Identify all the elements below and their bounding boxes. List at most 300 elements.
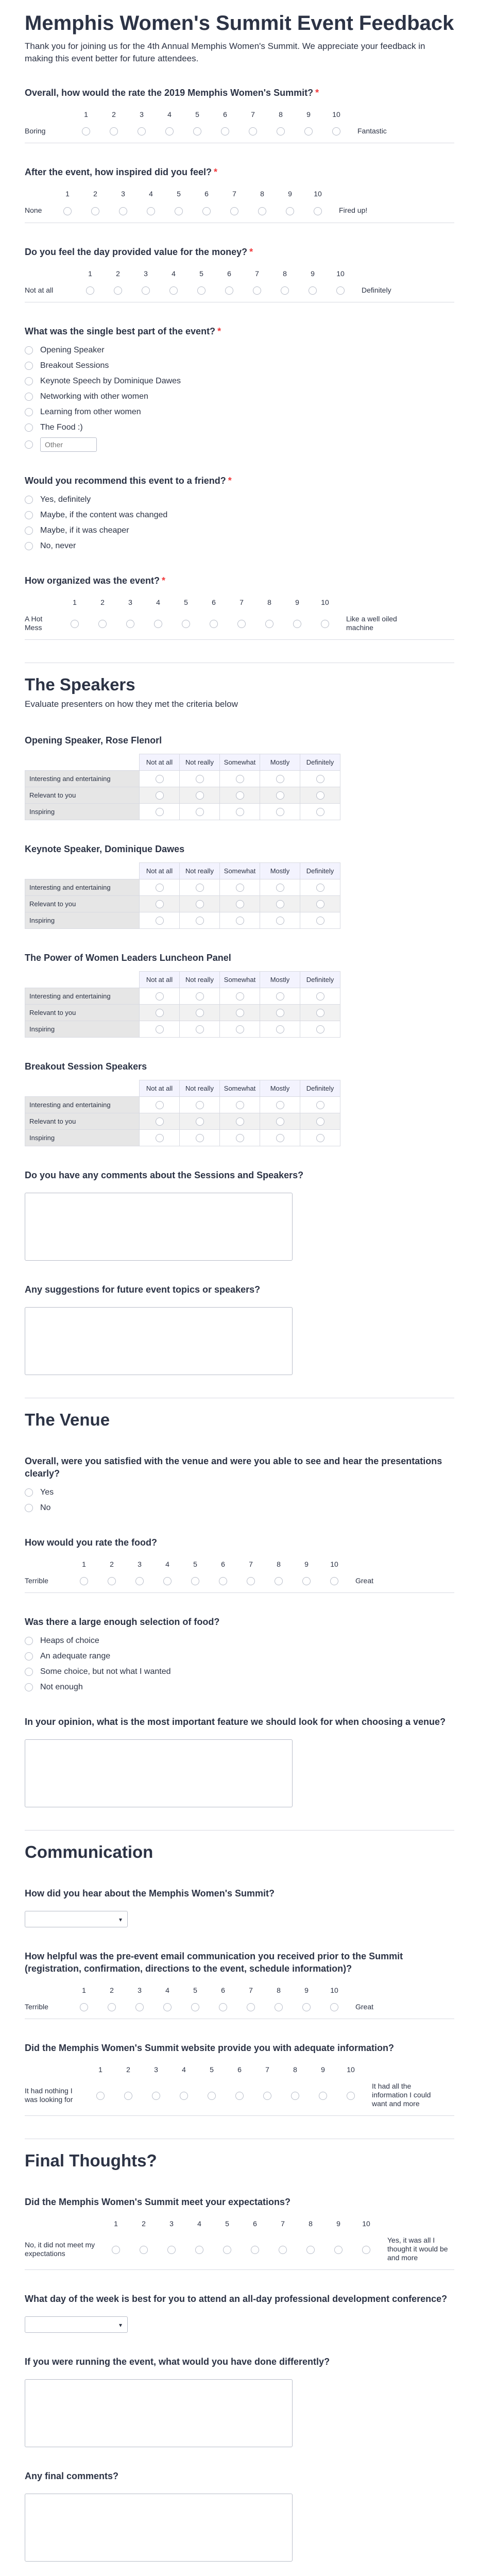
radio-option[interactable] bbox=[25, 422, 454, 433]
radio-option[interactable] bbox=[25, 1502, 454, 1514]
scale-radio[interactable] bbox=[91, 207, 99, 215]
matrix-radio[interactable] bbox=[156, 808, 164, 816]
matrix-header-row bbox=[25, 862, 340, 879]
scale-radio[interactable] bbox=[163, 2003, 172, 2011]
radio-button[interactable] bbox=[25, 527, 33, 535]
matrix-cell bbox=[180, 912, 220, 928]
required-mark: * bbox=[315, 88, 319, 98]
radio-button[interactable] bbox=[25, 408, 33, 416]
matrix-radio[interactable] bbox=[156, 1117, 164, 1126]
matrix-radio[interactable] bbox=[316, 884, 324, 892]
matrix-cell bbox=[180, 770, 220, 787]
scale-option bbox=[293, 2003, 320, 2011]
question-expectations bbox=[25, 2196, 454, 2270]
scale-radio[interactable] bbox=[108, 1577, 116, 1585]
required-mark: * bbox=[228, 475, 232, 486]
section-title: The Speakers bbox=[25, 663, 454, 695]
radio-option[interactable] bbox=[25, 1666, 454, 1677]
question-label: How helpful was the pre-event email communication you received prior to the Summit (registration, confirmation, directions to the event, schedule information)? bbox=[25, 1951, 403, 1974]
matrix-row-label: Interesting and entertaining bbox=[25, 988, 140, 1004]
question-recommend bbox=[25, 474, 454, 552]
matrix-radio[interactable] bbox=[196, 775, 204, 783]
scale-radio[interactable] bbox=[110, 127, 118, 135]
scale-numbers bbox=[25, 1986, 454, 1994]
matrix-column-header: Not really bbox=[180, 971, 220, 988]
venue-feature-textarea[interactable] bbox=[25, 1739, 293, 1807]
scale-option bbox=[295, 127, 322, 135]
question-overall-rating bbox=[25, 87, 454, 143]
radio-option[interactable] bbox=[25, 1487, 454, 1498]
scale-number: 1 bbox=[73, 598, 77, 606]
scale-radio[interactable] bbox=[191, 1577, 199, 1585]
matrix-row bbox=[25, 1021, 340, 1037]
matrix-radio[interactable] bbox=[276, 1009, 284, 1017]
radio-option-label: Maybe, if the content was changed bbox=[40, 510, 168, 519]
scale-number: 10 bbox=[321, 598, 329, 606]
scale-radios bbox=[25, 2082, 454, 2108]
matrix-radio[interactable] bbox=[276, 791, 284, 800]
scale-radio[interactable] bbox=[154, 620, 162, 628]
scale-option bbox=[165, 206, 193, 215]
scale-number: 5 bbox=[177, 190, 181, 198]
matrix-radio[interactable] bbox=[276, 900, 284, 908]
final-comments-textarea[interactable] bbox=[25, 2494, 293, 2562]
matrix-cell bbox=[260, 770, 300, 787]
scale-radio[interactable] bbox=[119, 207, 127, 215]
scale-radio[interactable] bbox=[347, 2092, 355, 2100]
matrix-radio[interactable] bbox=[236, 808, 244, 816]
scale-radio[interactable] bbox=[309, 286, 317, 295]
scale-radio[interactable] bbox=[321, 620, 329, 628]
best-day-dropdown[interactable] bbox=[25, 2316, 128, 2333]
question-food-rating bbox=[25, 1536, 454, 1593]
matrix-radio[interactable] bbox=[156, 1025, 164, 1033]
scale-radio[interactable] bbox=[208, 2092, 216, 2100]
question-label: The Power of Women Leaders Luncheon Panel bbox=[25, 952, 231, 963]
scale-radio[interactable] bbox=[182, 620, 190, 628]
matrix-cell bbox=[180, 1129, 220, 1146]
matrix-radio[interactable] bbox=[236, 1025, 244, 1033]
scale-option bbox=[98, 1577, 126, 1585]
matrix-radio[interactable] bbox=[316, 1134, 324, 1142]
matrix-radio[interactable] bbox=[316, 900, 324, 908]
radio-button[interactable] bbox=[25, 1504, 33, 1512]
matrix-radio[interactable] bbox=[276, 917, 284, 925]
scale-numbers bbox=[25, 2065, 454, 2074]
matrix-radio[interactable] bbox=[196, 791, 204, 800]
scale-radio[interactable] bbox=[237, 620, 246, 628]
matrix-radio[interactable] bbox=[196, 884, 204, 892]
question-label: Opening Speaker, Rose Flenorl bbox=[25, 735, 162, 745]
scale-radio[interactable] bbox=[302, 2003, 311, 2011]
scale-radio[interactable] bbox=[135, 2003, 144, 2011]
question-hear-about bbox=[25, 1887, 454, 1927]
scale-radio[interactable] bbox=[291, 2092, 299, 2100]
radio-option[interactable] bbox=[25, 360, 454, 371]
scale-radio[interactable] bbox=[138, 127, 146, 135]
required-mark: * bbox=[162, 575, 166, 586]
matrix-radio[interactable] bbox=[196, 917, 204, 925]
scale-radio[interactable] bbox=[330, 1577, 338, 1585]
radio-option-label: Networking with other women bbox=[40, 392, 148, 401]
scale-radio[interactable] bbox=[114, 286, 122, 295]
required-mark: * bbox=[214, 167, 218, 178]
scale-radio[interactable] bbox=[219, 2003, 227, 2011]
scale-radio[interactable] bbox=[108, 2003, 116, 2011]
scale-option bbox=[160, 286, 187, 295]
matrix-radio[interactable] bbox=[156, 791, 164, 800]
scale-option bbox=[126, 1577, 153, 1585]
scale-number: 4 bbox=[156, 598, 160, 606]
scale-option bbox=[320, 2003, 348, 2011]
matrix-radio[interactable] bbox=[316, 775, 324, 783]
scale-food bbox=[25, 1560, 454, 1593]
matrix-radio[interactable] bbox=[316, 791, 324, 800]
radio-button[interactable] bbox=[25, 393, 33, 401]
matrix-cell bbox=[300, 1021, 340, 1037]
radio-button[interactable] bbox=[25, 423, 33, 432]
matrix-radio[interactable] bbox=[236, 1134, 244, 1142]
scale-option bbox=[104, 286, 132, 295]
radio-option[interactable] bbox=[25, 391, 454, 402]
scale-number: 8 bbox=[277, 1986, 281, 1995]
matrix-radio[interactable] bbox=[156, 1009, 164, 1017]
scale-radio[interactable] bbox=[180, 2092, 188, 2100]
radio-option[interactable] bbox=[25, 376, 454, 387]
question-label: How would you rate the food? bbox=[25, 1537, 157, 1548]
radio-option[interactable] bbox=[25, 494, 454, 505]
radio-option-label: Yes, definitely bbox=[40, 495, 91, 504]
scale-option bbox=[237, 2003, 265, 2011]
matrix-radio[interactable] bbox=[236, 1117, 244, 1126]
hear-about-dropdown[interactable] bbox=[25, 1911, 128, 1927]
matrix-radio[interactable] bbox=[196, 900, 204, 908]
scale-option bbox=[239, 127, 267, 135]
radio-button[interactable] bbox=[25, 1683, 33, 1691]
matrix-radio[interactable] bbox=[156, 900, 164, 908]
scale-radio[interactable] bbox=[202, 207, 211, 215]
scale-radio[interactable] bbox=[197, 286, 206, 295]
scale-radio[interactable] bbox=[112, 2246, 120, 2254]
matrix-radio[interactable] bbox=[156, 775, 164, 783]
matrix-cell bbox=[220, 1021, 260, 1037]
question-speaker-matrix bbox=[25, 734, 454, 820]
scale-radio[interactable] bbox=[126, 620, 134, 628]
scale-radio[interactable] bbox=[336, 286, 345, 295]
scale-radio[interactable] bbox=[251, 2246, 259, 2254]
scale-left-label: Terrible bbox=[25, 2003, 48, 2011]
scale-option bbox=[324, 2245, 352, 2253]
matrix-cell bbox=[140, 1096, 180, 1113]
scale-radio[interactable] bbox=[169, 286, 178, 295]
scale-number: 3 bbox=[144, 269, 148, 278]
matrix-radio[interactable] bbox=[236, 775, 244, 783]
scale-radio[interactable] bbox=[163, 1577, 172, 1585]
matrix-radio[interactable] bbox=[316, 917, 324, 925]
matrix-column-header: Not at all bbox=[140, 754, 180, 770]
scale-radio[interactable] bbox=[362, 2246, 370, 2254]
matrix-column-header: Not at all bbox=[140, 862, 180, 879]
scale-option bbox=[220, 206, 248, 215]
scale-radio[interactable] bbox=[165, 127, 174, 135]
scale-radio[interactable] bbox=[221, 127, 229, 135]
scale-radio[interactable] bbox=[277, 127, 285, 135]
matrix-row bbox=[25, 988, 340, 1004]
matrix-radio[interactable] bbox=[196, 1009, 204, 1017]
matrix-radio[interactable] bbox=[316, 992, 324, 1001]
matrix-column-header: Mostly bbox=[260, 971, 300, 988]
radio-button[interactable] bbox=[25, 1668, 33, 1676]
scale-number: 6 bbox=[227, 269, 231, 278]
matrix-header-row bbox=[25, 1080, 340, 1096]
option-other[interactable] bbox=[25, 437, 454, 452]
radio-button[interactable] bbox=[25, 362, 33, 370]
radio-option[interactable] bbox=[25, 510, 454, 521]
matrix-radio[interactable] bbox=[236, 1009, 244, 1017]
matrix-radio[interactable] bbox=[316, 808, 324, 816]
matrix-radio[interactable] bbox=[196, 1117, 204, 1126]
speaker-matrices bbox=[25, 734, 454, 1146]
scale-option bbox=[215, 286, 243, 295]
scale-radio[interactable] bbox=[319, 2092, 327, 2100]
scale-option bbox=[243, 286, 271, 295]
matrix-radio[interactable] bbox=[156, 1134, 164, 1142]
scale-radio[interactable] bbox=[247, 1577, 255, 1585]
matrix-cell bbox=[140, 1004, 180, 1021]
scale-radio[interactable] bbox=[314, 207, 322, 215]
matrix-radio[interactable] bbox=[276, 992, 284, 1001]
scale-radio[interactable] bbox=[265, 620, 273, 628]
matrix-radio[interactable] bbox=[236, 917, 244, 925]
scale-radio[interactable] bbox=[80, 1577, 88, 1585]
other-input[interactable] bbox=[40, 437, 97, 452]
scale-radio[interactable] bbox=[302, 1577, 311, 1585]
scale-radio[interactable] bbox=[80, 2003, 88, 2011]
scale-number: 7 bbox=[249, 1560, 253, 1568]
matrix-cell bbox=[300, 1129, 340, 1146]
scale-radio[interactable] bbox=[71, 620, 79, 628]
scale-radio[interactable] bbox=[332, 127, 340, 135]
matrix-radio[interactable] bbox=[196, 808, 204, 816]
matrix-cell bbox=[300, 803, 340, 820]
scale-radio[interactable] bbox=[253, 286, 261, 295]
scale-radio[interactable] bbox=[263, 2092, 271, 2100]
scale-option bbox=[209, 2003, 237, 2011]
matrix-cell bbox=[140, 912, 180, 928]
scale-radio[interactable] bbox=[304, 127, 313, 135]
scale-radio[interactable] bbox=[334, 2246, 343, 2254]
question-label: Overall, were you satisfied with the venue and were you able to see and hear the presentations clearly? bbox=[25, 1455, 442, 1479]
matrix-radio[interactable] bbox=[156, 884, 164, 892]
matrix-radio[interactable] bbox=[196, 1025, 204, 1033]
scale-radio[interactable] bbox=[219, 1577, 227, 1585]
matrix-cell bbox=[300, 1004, 340, 1021]
matrix-radio[interactable] bbox=[196, 992, 204, 1001]
scale-radio[interactable] bbox=[135, 1577, 144, 1585]
scale-radio[interactable] bbox=[86, 286, 94, 295]
matrix-radio[interactable] bbox=[196, 1101, 204, 1109]
scale-option bbox=[156, 127, 183, 135]
scale-option bbox=[130, 2245, 158, 2253]
radio-option[interactable] bbox=[25, 540, 454, 552]
scale-radio[interactable] bbox=[152, 2092, 160, 2100]
scale-option bbox=[265, 1577, 293, 1585]
matrix-radio[interactable] bbox=[236, 791, 244, 800]
matrix-radio[interactable] bbox=[316, 1025, 324, 1033]
scale-number: 10 bbox=[362, 2219, 370, 2228]
scale-option bbox=[70, 1577, 98, 1585]
scale-number: 10 bbox=[330, 1560, 338, 1568]
scale-radio[interactable] bbox=[230, 207, 238, 215]
matrix-radio[interactable] bbox=[316, 1101, 324, 1109]
matrix-column-header: Not really bbox=[180, 862, 220, 879]
scale-radio[interactable] bbox=[191, 2003, 199, 2011]
question-label: Did the Memphis Women's Summit website provide you with adequate information? bbox=[25, 2043, 395, 2054]
scale-option bbox=[158, 2245, 185, 2253]
radio-option[interactable] bbox=[25, 1682, 454, 1693]
matrix-radio[interactable] bbox=[156, 992, 164, 1001]
scale-radio[interactable] bbox=[96, 2092, 105, 2100]
question-food-selection bbox=[25, 1616, 454, 1693]
radio-button[interactable] bbox=[25, 511, 33, 519]
matrix-row-label: Inspiring bbox=[25, 912, 140, 928]
scale-number: 6 bbox=[237, 2065, 242, 2074]
matrix-radio[interactable] bbox=[276, 1101, 284, 1109]
radio-option[interactable] bbox=[25, 1651, 454, 1662]
radio-option[interactable] bbox=[25, 406, 454, 418]
scale-radio[interactable] bbox=[330, 2003, 338, 2011]
radio-button[interactable] bbox=[25, 377, 33, 385]
radio-button[interactable] bbox=[25, 496, 33, 504]
matrix-radio[interactable] bbox=[196, 1134, 204, 1142]
radio-option[interactable] bbox=[25, 525, 454, 536]
scale-left-label: Not at all bbox=[25, 285, 54, 294]
matrix-radio[interactable] bbox=[236, 992, 244, 1001]
scale-radio[interactable] bbox=[235, 2092, 244, 2100]
scale-radio[interactable] bbox=[98, 620, 107, 628]
scale-radio[interactable] bbox=[82, 127, 90, 135]
radio-other[interactable] bbox=[25, 440, 33, 449]
matrix-radio[interactable] bbox=[276, 808, 284, 816]
scale-number: 5 bbox=[193, 1986, 197, 1995]
matrix-cell bbox=[300, 1096, 340, 1113]
scale-radio[interactable] bbox=[140, 2246, 148, 2254]
scale-option bbox=[109, 206, 137, 215]
scale-option bbox=[228, 619, 255, 628]
scale-number: 3 bbox=[169, 2219, 174, 2228]
matrix-radio[interactable] bbox=[236, 1101, 244, 1109]
scale-radio[interactable] bbox=[249, 127, 257, 135]
suggestions-textarea[interactable] bbox=[25, 1307, 293, 1375]
scale-radio[interactable] bbox=[142, 286, 150, 295]
scale-option bbox=[265, 2003, 293, 2011]
scale-radio[interactable] bbox=[167, 2246, 176, 2254]
matrix-radio[interactable] bbox=[276, 1025, 284, 1033]
scale-radio[interactable] bbox=[223, 2246, 231, 2254]
question-value bbox=[25, 246, 454, 302]
scale-radio[interactable] bbox=[225, 286, 233, 295]
matrix-radio[interactable] bbox=[276, 775, 284, 783]
scale-number: 8 bbox=[267, 598, 271, 606]
scale-radios bbox=[25, 206, 454, 215]
scale-radio[interactable] bbox=[210, 620, 218, 628]
scale-radio[interactable] bbox=[193, 127, 201, 135]
scale-number: 3 bbox=[121, 190, 125, 198]
scale-right-label: Definitely bbox=[362, 285, 391, 294]
scale-option bbox=[248, 206, 276, 215]
scale-option bbox=[61, 619, 89, 628]
radio-button[interactable] bbox=[25, 542, 33, 550]
rating-matrix bbox=[25, 862, 340, 929]
scale-radio[interactable] bbox=[275, 2003, 283, 2011]
matrix-radio[interactable] bbox=[156, 1101, 164, 1109]
done-differently-textarea[interactable] bbox=[25, 2379, 293, 2447]
scale-option bbox=[311, 619, 339, 628]
scale-radio[interactable] bbox=[286, 207, 294, 215]
scale-number: 2 bbox=[142, 2219, 146, 2228]
scale-radio[interactable] bbox=[281, 286, 289, 295]
best-part-options bbox=[25, 345, 454, 433]
matrix-column-header: Definitely bbox=[300, 1080, 340, 1096]
radio-option[interactable] bbox=[25, 345, 454, 356]
matrix-column-header: Not really bbox=[180, 1080, 220, 1096]
matrix-radio[interactable] bbox=[236, 900, 244, 908]
scale-number: 10 bbox=[347, 2065, 355, 2074]
scale-radio[interactable] bbox=[175, 207, 183, 215]
scale-radio[interactable] bbox=[147, 207, 155, 215]
scale-number: 1 bbox=[88, 269, 92, 278]
speaker-comments-textarea[interactable] bbox=[25, 1193, 293, 1261]
matrix-radio[interactable] bbox=[156, 917, 164, 925]
scale-radio[interactable] bbox=[279, 2246, 287, 2254]
radio-button[interactable] bbox=[25, 1637, 33, 1645]
scale-option bbox=[198, 2091, 226, 2099]
radio-button[interactable] bbox=[25, 1652, 33, 1660]
matrix-cell bbox=[220, 787, 260, 803]
scale-radio[interactable] bbox=[258, 207, 266, 215]
scale-radio[interactable] bbox=[63, 207, 72, 215]
question-label: Do you have any comments about the Sessions and Speakers? bbox=[25, 1170, 304, 1180]
matrix-column-header: Not at all bbox=[140, 971, 180, 988]
scale-radio[interactable] bbox=[124, 2092, 132, 2100]
scale-radio[interactable] bbox=[247, 2003, 255, 2011]
scale-number: 9 bbox=[321, 2065, 325, 2074]
matrix-cell bbox=[180, 895, 220, 912]
scale-option bbox=[172, 619, 200, 628]
scale-radio[interactable] bbox=[306, 2246, 315, 2254]
scale-radio[interactable] bbox=[275, 1577, 283, 1585]
matrix-radio[interactable] bbox=[236, 884, 244, 892]
matrix-cell bbox=[260, 1113, 300, 1129]
radio-button[interactable] bbox=[25, 346, 33, 354]
scale-option bbox=[267, 127, 295, 135]
question-label: Breakout Session Speakers bbox=[25, 1061, 147, 1072]
question-email-communication bbox=[25, 1950, 454, 2019]
matrix-radio[interactable] bbox=[276, 1117, 284, 1126]
matrix-radio[interactable] bbox=[316, 1117, 324, 1126]
scale-radio[interactable] bbox=[195, 2246, 203, 2254]
radio-button[interactable] bbox=[25, 1488, 33, 1497]
scale-number: 1 bbox=[98, 2065, 102, 2074]
matrix-radio[interactable] bbox=[316, 1009, 324, 1017]
matrix-row-label: Relevant to you bbox=[25, 1004, 140, 1021]
matrix-radio[interactable] bbox=[276, 1134, 284, 1142]
question-venue-feature bbox=[25, 1716, 454, 1807]
radio-option[interactable] bbox=[25, 1635, 454, 1647]
scale-radio[interactable] bbox=[293, 620, 301, 628]
matrix-row bbox=[25, 1004, 340, 1021]
matrix-radio[interactable] bbox=[276, 884, 284, 892]
